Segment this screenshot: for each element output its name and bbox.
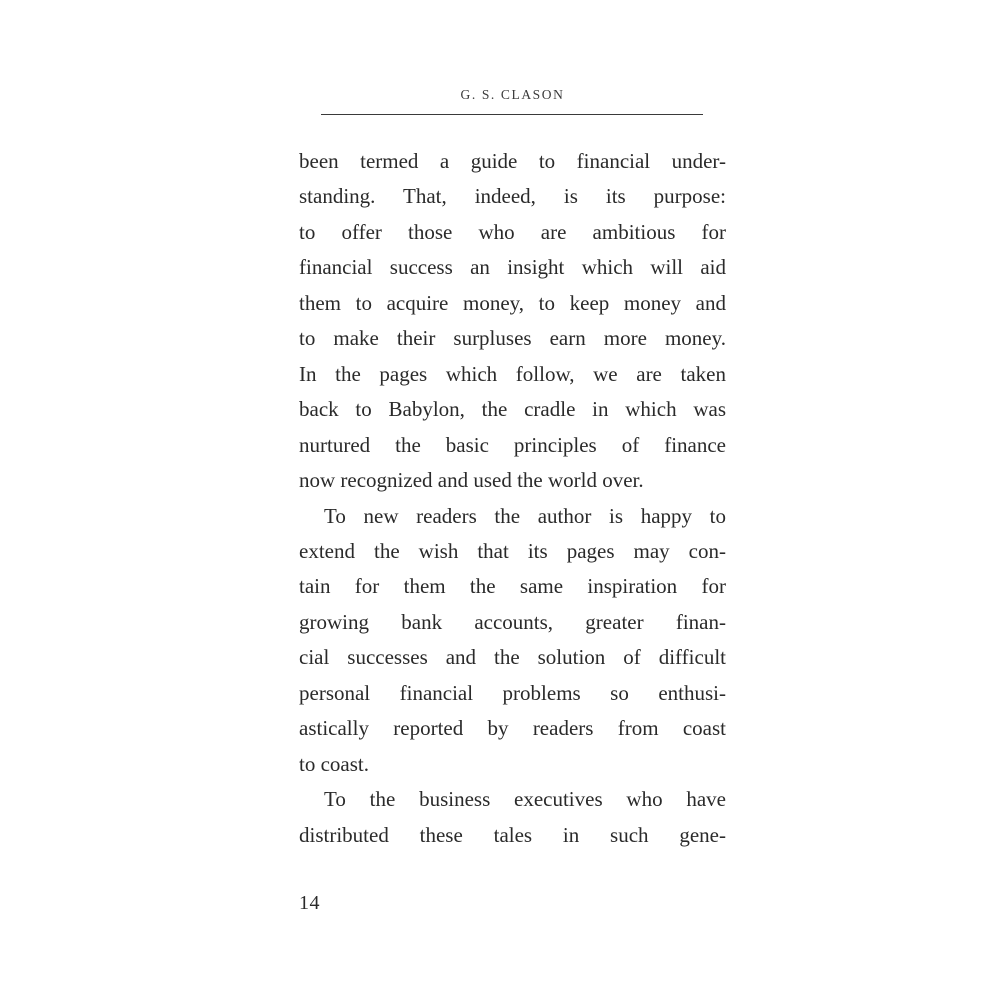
paragraph-3 xyxy=(299,782,726,853)
text-line: growing bank accounts, greater finan- xyxy=(299,609,726,634)
text-line: been termed a guide to financial under- xyxy=(299,149,726,173)
text-line: tain for them the same inspiration for xyxy=(299,574,726,599)
text-line: astically reported by readers from coast xyxy=(299,716,726,741)
text-line: financial success an insight which will aid xyxy=(299,255,726,280)
text-line: to offer those who are ambitious for xyxy=(299,219,726,244)
body-text-block xyxy=(299,144,726,853)
text-line: cial successes and the solution of difficult xyxy=(299,645,726,670)
running-head-title: G. S. CLASON xyxy=(460,87,565,102)
page-number: 14 xyxy=(299,892,320,914)
paragraph-2 xyxy=(299,499,726,783)
text-line: standing. That, indeed, is its purpose: xyxy=(299,184,726,209)
running-head-rule xyxy=(321,114,703,115)
text-line: to make their surpluses earn more money. xyxy=(299,326,726,351)
text-line: distributed these tales in such gene- xyxy=(299,822,726,847)
text-line: to coast. xyxy=(299,751,369,776)
text-line: To the business executives who have xyxy=(324,787,726,812)
text-line: personal financial problems so enthusi- xyxy=(299,680,726,705)
running-head xyxy=(299,86,726,104)
text-line: back to Babylon, the cradle in which was xyxy=(299,397,726,422)
text-line: To new readers the author is happy to xyxy=(324,503,726,528)
text-line: them to acquire money, to keep money and xyxy=(299,290,726,315)
text-line: nurtured the basic principles of finance xyxy=(299,432,726,457)
text-line: now recognized and used the world over. xyxy=(299,468,644,493)
paragraph-1 xyxy=(299,144,726,499)
text-line: extend the wish that its pages may con- xyxy=(299,538,726,563)
text-line: In the pages which follow, we are taken xyxy=(299,361,726,386)
